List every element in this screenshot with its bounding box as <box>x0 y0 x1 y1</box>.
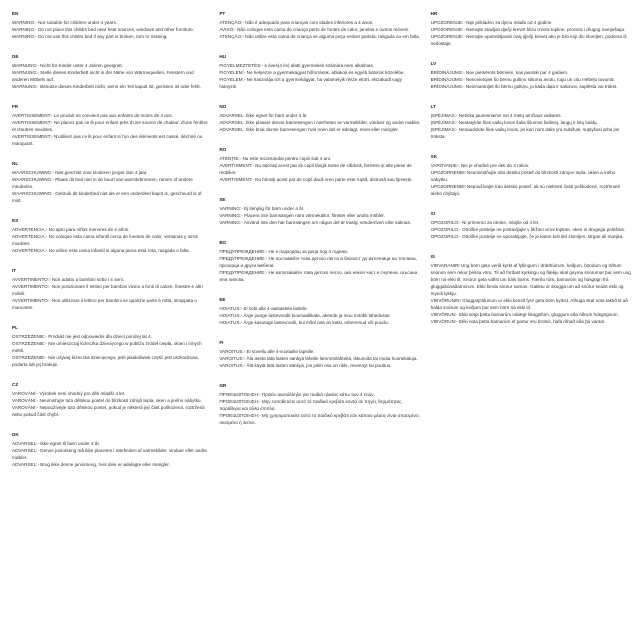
warning-line: WARNUNG:- Stelle dieses Kinderbett nicht in der Nähe von Wärmequellen, Fenstern und anderen Möbeln auf. <box>12 70 194 82</box>
warning-line: VAROVÁNÍ:- Neumisťujte tuto dětskou postel do blízkosti zdrojů tepla, oken a jiného nábytku. <box>12 398 202 403</box>
warning-line: ĮSPĖJIMAS:- Nenaudokite šios vaikų lovos, jei kuri nors dalis yra sulūžusi, suplyšusi arba jos trūksta. <box>430 127 620 139</box>
warning-line: WAARSCHUWING:- Niet geschikt voor kinderen jonger dan 4 jaar. <box>12 170 148 175</box>
language-code: BG <box>219 240 227 245</box>
warning-line: UPOZORNENIE! Nepoužívajte túto detskú posteľ, ak sú niektoré časti poškodené, roztrhnuté alebo chýbajú. <box>430 184 621 196</box>
warning-line: ADVARSEL: Ikke egnet for barn under 4 år. <box>219 113 308 118</box>
warning-line: AVERTISMENT:- Nu așezați acest pat de copil lângă surse de căldură, ferestre și alte piese de mobilier. <box>219 163 412 175</box>
warning-line: FIGYELEM:- Ne helyezze a gyermekágyat hőforrások, ablakok és egyéb bútorok közelébe. <box>219 70 405 75</box>
language-code: FR <box>12 104 19 109</box>
language-section <box>12 381 209 418</box>
language-code: DE <box>12 54 19 59</box>
language-code: RO <box>219 147 227 152</box>
language-section <box>12 103 209 147</box>
language-section <box>12 217 209 254</box>
warning-line: BRĪDINĀJUMS:- Nenovietojiet šo bērnu gultiņu siltuma avotu, logu un citu mēbeļu tuvumā. <box>430 77 615 82</box>
language-section <box>431 153 632 197</box>
language-section <box>12 324 209 368</box>
column-middle <box>219 10 420 634</box>
warning-line: AVERTISSEMENT:- Le produit ne convient pas aux enfants de moins de 4 ans. <box>12 113 173 118</box>
language-section <box>219 53 420 90</box>
language-section <box>431 210 632 240</box>
language-section <box>12 431 209 468</box>
warning-line: UPOZORENJE:- Nije prikladno za djecu mlađu od 4 godine. <box>430 20 553 25</box>
warning-line: VAROITUS:- Älä aseta tätä lasten sänkyä lähelle lämmönlähteitä, ikkunoita tai muita huonekaluja. <box>219 356 418 361</box>
warning-line: WARNUNG:- Benutze dieses Kinderbett nicht, wenn ein Teil kaputt ist, gerissen ist oder fehlt. <box>12 84 201 89</box>
warning-line: AVVERTIMENTO:- Non posizionare il lettino per bambini vicino a fonti di calore, finestre e altri mobili. <box>12 284 203 296</box>
warning-line: VAROITUS:- Älä käytä tätä lasten sänkyä, jos jokin osa on rikki, revennyt tai puuttuu. <box>219 363 392 368</box>
language-code: SE <box>219 197 226 202</box>
language-section <box>219 239 420 283</box>
warning-line: ПРЕДУПРЕЖДЕНИЕ:- Не използвайте това детско легло, ако някоя част е счупена, скъсана или липсва. <box>219 270 418 282</box>
warning-line: VARNING:- Placera inte barnsängen nära värmekällor, fönster eller andra möbler. <box>219 213 385 218</box>
warning-line: OPOZORILO:- Otroške postelje ne postavljajte v bližino virov toplote, oken in drugega pohištva. <box>430 227 625 232</box>
language-code: NL <box>12 161 19 166</box>
warning-line: OPOZORILO:- Otroške postelje ne uporabljajte, če je kateri koli del zlomljen, strgan ali manjka. <box>430 234 624 239</box>
warning-line: ATENÇÃO:- Não é adequado para crianças com idades inferiores a 4 anos. <box>219 20 374 25</box>
warning-line: ADVARSEL:- Brug ikke denne juniorseng, hvis dele er ødelagte eller mangler. <box>12 462 170 467</box>
language-code: EN <box>12 11 19 16</box>
warning-line: ΠΡΟΕΙΔΟΠΟΙΗΣΗ:- Μην τοποθετείτε αυτό το παιδικό κρεβάτι κοντά σε πηγές θερμότητας, παράθυρα και άλλα έπιπλα. <box>219 399 403 411</box>
warning-line: WARNING:- Not suitable for children under 4 years. <box>12 20 118 25</box>
language-section <box>431 60 632 90</box>
language-code: GR <box>219 383 227 388</box>
warning-line: VIÐVÖRUN:- Ekki nota þetta barnarúm ef partur eru brotnir, hafa rifnað eða þá vantar. <box>430 319 606 324</box>
warning-line: BRĪDINĀJUMS:- Nav piemērots bērniem, kas jaunāki par 4 gadiem. <box>430 70 569 75</box>
language-section <box>12 267 209 311</box>
language-code: IS <box>430 254 435 259</box>
warning-line: HOIATUS:- Ärge pange lastevoodit kuumaallikate, akende ja muu mööbli lähedusse. <box>219 313 391 318</box>
language-code: EE <box>219 297 226 302</box>
warning-line: FIGYELEM:- Ne használja ezt a gyermekágyat, ha valamelyik része eltört, elszakadt vagy hiányzik. <box>219 77 402 89</box>
warning-line: ADVARSEL:- Ikke egnet til børn under 4 år. <box>12 441 101 446</box>
warning-line: ПРЕДУПРЕЖДЕНИЕ:- Не поставяйте това детско легло в близост до източници на топлина, прозорци и други мебели. <box>219 256 417 268</box>
warning-line: VAROVANIE:- Nie je vhodné pre deti do 4 rokov. <box>430 163 530 168</box>
warning-line: AVVERTIMENTO:- Non adatto a bambini sotto i 4 anni. <box>12 277 125 282</box>
warning-line: ĮSPĖJIMAS:- Netinka jaunesniems nei 4 metų amžiaus vaikams. <box>430 113 562 118</box>
language-code: LT <box>430 104 436 109</box>
warning-line: UPOZORNENIE! Neumiestňujte túto detskú posteľ do blízkosti zdrojov tepla, okien a iného nábytku. <box>430 170 616 182</box>
column-left <box>12 10 209 634</box>
language-section <box>431 10 632 47</box>
warning-line: ATENȚIE:- Nu este recomandat pentru copiii sub 4 ani. <box>219 156 332 161</box>
language-code: HR <box>430 11 438 16</box>
language-section <box>12 160 209 204</box>
warning-line: VIÐVARANIR! Ung börn geta verið kyrkt af fyllingum í drátthúrrum, keðjum, böndum og öðrum snúrum sem rekur þessa vöru. Til að forðast kyrkingu og flækju skal geyma snúrurnar þar sem ung börn ná ekki til. Snúrur geta vafist um háls barns. Færðu rúm, barnarúm og húsgögn frá gluggabúnaðarnúrum. Ekki binda snúrur saman. Gakktu úr skugga um að snúrur snúist ekki og myndi lykkju. <box>430 263 631 296</box>
warning-line: WARNUNG:- Nicht für Kinder unter 4 Jahren geeignet. <box>12 63 123 68</box>
language-code: SK <box>430 154 438 159</box>
language-section <box>12 53 209 90</box>
warning-line: VIÐVÖRUNIN! Gluggatjöldunum ur ekki komið fyrir geta börn kyrkst. Athuga skal nota taktið til að halda snúrum og keðjum þar sem börn ná ekki til. <box>430 298 628 310</box>
warning-line: AVERTISSEMENT:- Ne placez pas ce lit pour enfant près d'une source de chaleur, d'une fenêtre et d'autres meubles. <box>12 120 208 132</box>
column-right <box>431 10 632 634</box>
warning-line: VAROVÁNÍ:- Nepoužívejte tuto dětskou postel, pokud je některá její část poškozená, roztržená nebo pokud část chybí. <box>12 405 205 417</box>
warning-line: VARNING:- Använd inte den här barnsängen om någon del är trasig, sönderriven eller saknas. <box>219 220 412 225</box>
warning-line: BRĪDINĀJUMS:- Neizmantojiet šo bērnu gultiņu, ja kāda daļa ir salūzusi, saplēsta vai trūkst. <box>430 84 618 89</box>
warning-line: WAARSCHUWING:- Gebruik dit kinderbed niet als er een onderdeel kapot is, gescheurd is of mist. <box>12 191 202 203</box>
warning-line: WARNING:- Do not place this childrs bed near heat sources, windows and other furniture. <box>12 27 195 32</box>
language-code: FI <box>219 340 224 345</box>
warning-line: OSTRZEŻENIE:- Nie umieszczaj łóżeczka dziecięcego w pobliżu źródeł ciepła, okien i innych mebli. <box>12 341 202 353</box>
warning-line: ADVARSEL:- Denne juniorseng må ikke placeres i nærheden af varmekilder, vinduer eller andre møbler. <box>12 448 207 460</box>
warning-line: AVERTISMENT:- Nu folosiți acest pat de copil dacă vreo parte este ruptă, distrusă sau lipsește. <box>219 177 413 182</box>
warning-line: AVERTISSEMENT:- N'utilisez pas ce lit pour enfant si l'un des éléments est cassé, déchiré ou manquant. <box>12 134 203 146</box>
language-section <box>219 382 420 426</box>
language-code: IT <box>12 268 17 273</box>
warning-line: ADVERTENCIA:- No utilice esta cama infantil si alguna pieza está rota, rasgada o falta. <box>12 248 190 253</box>
warning-line: AVVERTIMENTO:- Non utilizzare il lettino per bambini se qualche parte è rotta, strappata o mancante. <box>12 298 197 310</box>
warning-line: ΠΡΟΕΙΔΟΠΟΙΗΣΗ:- Μη χρησιμοποιείτε αυτό το παιδικό κρεβάτι εάν κάποιο μέρος είναι σπασμένο, σκισμένο ή λείπει. <box>219 413 420 425</box>
warning-line: UPOZORENJE:- Nemojte upotrebljavati ovaj dječji krevet ako je bilo koji dio slomljen, poderan ili nedostaje. <box>430 34 627 46</box>
language-section <box>219 10 420 40</box>
language-code: PL <box>12 325 18 330</box>
warning-line: ADVARSEL: Ikke bruk denne barnesengen hvis noen del er ødelagt, revet eller mangler. <box>219 127 399 132</box>
warning-line: UPOZORENJE:- Nemojte stavljati dječji krevet blizu izvora topline, prozora i drugog namještaja. <box>430 27 626 32</box>
language-section <box>219 339 420 369</box>
language-section <box>219 196 420 226</box>
language-section <box>219 296 420 326</box>
warning-line: VAROVÁNÍ:- Výrobek není vhodný pro děti mladší 4 let. <box>12 391 126 396</box>
warning-line: ĮSPĖJIMAS:- Nestatykite šios vaikų lovos šalia šilumos šaltinių, langų ir kitų baldų. <box>430 120 598 125</box>
warning-line: ΠΡΟΕΙΔΟΠΟΙΗΣΗ:- Προϊόν ακατάλληλο για παιδιά ηλικίας κάτω των 4 ετών. <box>219 392 375 397</box>
warning-line: ATENÇÃO:- Não utilize esta cama de criança se alguma peça estiver partida, rasgada ou em falta. <box>219 34 420 39</box>
warning-line: ADVARSEL: Ikke plasser denne barnesengen i nærheten av varmekilder, vinduer og andre møbler. <box>219 120 421 125</box>
warning-line: ADVERTENCIA:- No coloque esta cama infantil cerca de fuentes de calor, ventanas y otros muebles. <box>12 234 198 246</box>
language-code: SI <box>430 211 435 216</box>
warning-line: WAARSCHUWING:- Plaats dit bed niet in de buurt van warmtebronnen, ramen of andere meubelen. <box>12 177 193 189</box>
language-code: LV <box>430 61 437 66</box>
warning-line: FIGYELMEZTETÉS:- 4 éves(4 év) alatti gyermekek számára nem alkalmas. <box>219 63 375 68</box>
language-code: ES <box>12 218 19 223</box>
warning-line: OSTRZEŻENIE:- Nie używaj łóżeczka dziecięcego, jeśli jakakolwiek część jest uszkodzona, podarta lub jej brakuje. <box>12 355 199 367</box>
warning-line: VIÐVÖRUN:- Ekki setja þetta barnarúm nálægt hitagjöfum, gluggum eða öðrum húsgögnum. <box>430 312 619 317</box>
warning-line: WARNING:- Do not use this childrs bed if any part is broken, torn or missing. <box>12 34 168 39</box>
language-code: HU <box>219 54 226 59</box>
warning-line: ADVERTENCIA:- No apto para niños menores de 4 años. <box>12 227 130 232</box>
language-code: DK <box>12 432 19 437</box>
warning-line: ПРЕДУПРЕЖДЕНИЕ:- Не е подходящ за деца под 4 години. <box>219 249 348 254</box>
warning-line: AVISO:- Não coloque esta cama de criança perto de fontes de calor, janelas e outros móveis. <box>219 27 410 32</box>
warning-line: OPOZORILO:- Ni primerno za otroke, mlajše od 4 let. <box>430 220 540 225</box>
language-section <box>12 10 209 40</box>
warning-line: HOIATUS:- Ärge kasutage lastevoodit, kui mõni osa on katki, rebenenud või puudu. <box>219 320 389 325</box>
language-section <box>219 103 420 133</box>
language-code: CZ <box>12 382 19 387</box>
language-code: NO <box>219 104 227 109</box>
warning-line: HOIATUS:- Ei sobi alla 4-aastastele lastele. <box>219 306 308 311</box>
language-code: PT <box>219 11 226 16</box>
warning-line: VAROITUS:- Ei sovellu alle 4-vuotiaille lapsille. <box>219 349 315 354</box>
warning-line: VARNING:- Ej lämplig för barn under 4 år. <box>219 206 305 211</box>
language-section <box>431 253 632 325</box>
language-section <box>219 146 420 183</box>
warning-line: OSTRZEŻENIE:- Produkt nie jest odpowiedni dla dzieci poniżej lat 4. <box>12 334 152 339</box>
language-section <box>431 103 632 140</box>
